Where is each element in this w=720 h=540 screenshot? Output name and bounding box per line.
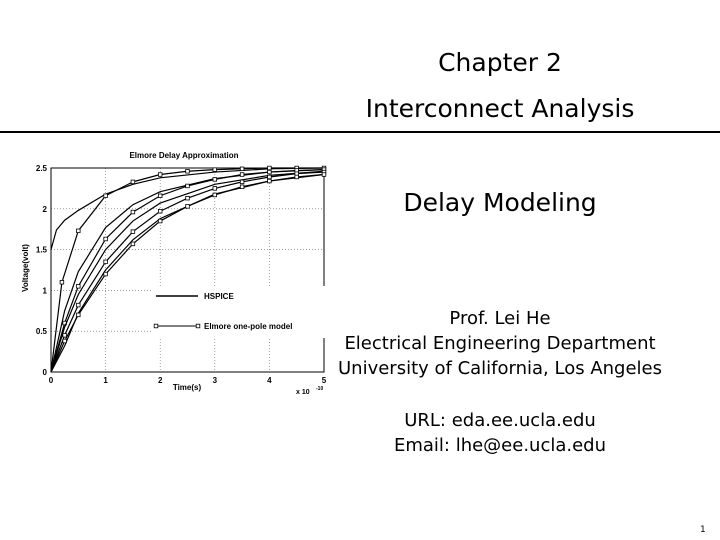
elmore-marker <box>186 169 190 173</box>
title-divider <box>0 131 720 133</box>
y-tick-label: 0 <box>42 368 47 377</box>
elmore-marker <box>186 196 190 200</box>
legend-hspice-label: HSPICE <box>204 292 234 301</box>
elmore-marker <box>77 313 81 317</box>
x-tick-label: 1 <box>103 376 108 385</box>
elmore-marker <box>295 175 299 179</box>
chart-title: Elmore Delay Approximation <box>129 151 239 160</box>
hspice-curve <box>51 171 324 372</box>
x-tick-label: 3 <box>212 376 218 385</box>
hspice-curve <box>51 168 324 250</box>
elmore-marker <box>268 179 272 183</box>
elmore-marker <box>268 175 272 179</box>
elmore-marker <box>240 173 244 177</box>
elmore-marker <box>63 333 67 337</box>
elmore-marker <box>213 187 217 191</box>
elmore-marker <box>104 260 108 264</box>
email-text: Email: lhe@ee.ucla.edu <box>393 435 607 456</box>
elmore-marker <box>268 166 272 170</box>
legend-elmore-marker <box>154 324 158 328</box>
elmore-marker <box>213 178 217 182</box>
elmore-marker <box>240 180 244 184</box>
x-scale-exponent: -10 <box>316 386 324 392</box>
y-tick-label: 1 <box>42 286 47 296</box>
hspice-curve <box>51 175 324 372</box>
y-axis-label: Voltage(volt) <box>21 244 30 292</box>
x-tick-label: 4 <box>267 376 272 385</box>
elmore-marker <box>131 210 135 214</box>
legend-elmore-label: Elmore one-pole model <box>204 322 293 331</box>
x-tick-label: 2 <box>157 376 163 385</box>
y-tick-label: 2.5 <box>35 164 47 173</box>
elmore-curve <box>51 175 324 372</box>
slide-title: Interconnect Analysis <box>365 94 635 123</box>
elmore-marker <box>240 185 244 189</box>
elmore-marker <box>104 237 108 241</box>
elmore-marker <box>131 230 135 234</box>
elmore-marker <box>158 209 162 213</box>
slide-subtitle: Delay Modeling <box>403 188 597 217</box>
elmore-marker <box>268 170 272 174</box>
elmore-marker <box>104 194 108 198</box>
legend-elmore-marker <box>196 324 200 328</box>
author-university: University of California, Los Angeles <box>337 358 662 379</box>
elmore-marker <box>104 272 108 276</box>
elmore-marker <box>186 184 190 188</box>
url-text: URL: eda.ee.ucla.edu <box>404 410 596 431</box>
elmore-marker <box>63 339 67 343</box>
elmore-marker <box>240 167 244 171</box>
elmore-marker <box>158 219 162 223</box>
elmore-delay-chart <box>14 146 332 402</box>
elmore-marker <box>77 285 81 289</box>
y-tick-label: 2 <box>42 204 47 214</box>
chart-svg <box>14 146 332 402</box>
author-block <box>330 306 670 381</box>
chapter-title: Chapter 2 <box>438 48 562 77</box>
author-name: Prof. Lei He <box>449 308 551 329</box>
elmore-marker <box>322 173 326 177</box>
elmore-marker <box>77 229 81 233</box>
elmore-marker <box>60 280 64 284</box>
y-tick-label: 0.5 <box>35 327 47 337</box>
elmore-marker <box>131 180 135 184</box>
contact-block <box>330 408 670 458</box>
x-scale-label: x 10 <box>296 389 310 396</box>
page-number: 1 <box>700 525 706 535</box>
elmore-marker <box>158 173 162 177</box>
elmore-marker <box>77 303 81 307</box>
y-tick-label: 1.5 <box>35 245 47 255</box>
elmore-marker <box>158 194 162 198</box>
x-tick-label: 0 <box>48 376 54 385</box>
elmore-marker <box>131 242 135 246</box>
x-axis-label: Time(s) <box>172 383 202 392</box>
x-tick-label: 5 <box>321 376 327 385</box>
author-department: Electrical Engineering Department <box>344 333 656 354</box>
elmore-marker <box>213 168 217 172</box>
elmore-marker <box>186 205 190 209</box>
elmore-marker <box>213 193 217 197</box>
